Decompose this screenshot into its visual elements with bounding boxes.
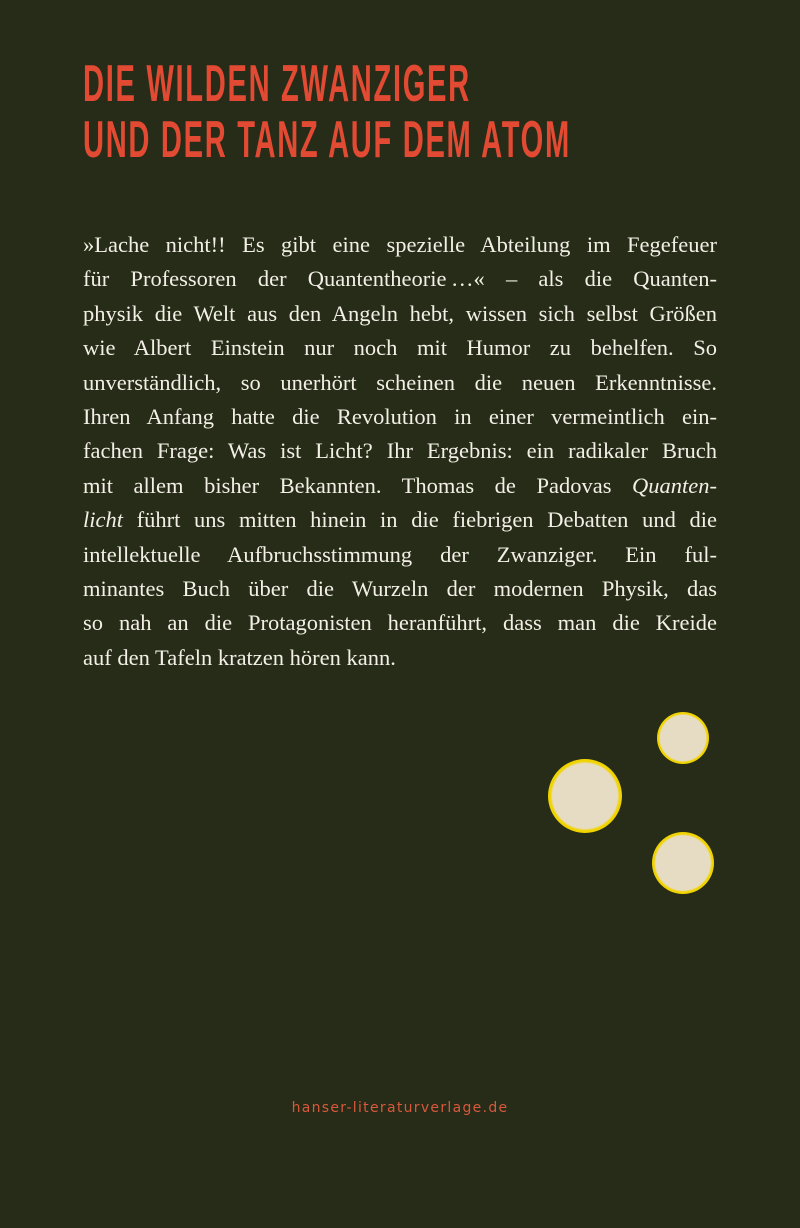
book-title-italic: Quanten- [632, 472, 718, 498]
blurb-line: so nah an die Protagonisten heranführt, dass man die Kreide [83, 610, 717, 636]
blurb-line: Ihren Anfang hatte die Revolution in einer vermeintlich ein- [83, 404, 717, 430]
blurb-line: wie Albert Einstein nur noch mit Humor zu behelfen. So [83, 335, 717, 361]
blurb-line: auf den Tafeln kratzen hören kann. [83, 644, 396, 670]
book-title [83, 56, 571, 168]
blurb-line: physik die Welt aus den Angeln hebt, wissen sich selbst Größen [83, 300, 717, 326]
blurb-line: fachen Frage: Was ist Licht? Ihr Ergebnis: ein radikaler Bruch [83, 438, 717, 464]
blurb-text [83, 228, 717, 675]
blurb-line-text: mit allem bisher Bekannten. Thomas de Padovas [83, 472, 612, 498]
blurb-line-text: führt uns mitten hinein in die fiebrigen Debatten und die [123, 507, 717, 533]
title-line-2: UND DER TANZ AUF DEM ATOM [83, 111, 571, 169]
glowing-particle-icon [657, 712, 709, 764]
blurb-line [83, 503, 717, 537]
blurb-line: intellektuelle Aufbruchsstimmung der Zwanziger. Ein ful- [83, 541, 717, 567]
title-line-1: DIE WILDEN ZWANZIGER [83, 55, 471, 113]
blurb-line: für Professoren der Quantentheorie …« – als die Quanten- [83, 266, 717, 292]
blurb-line: minantes Buch über die Wurzeln der modernen Physik, das [83, 576, 717, 602]
blurb-line: unverständlich, so unerhört scheinen die neuen Erkenntnisse. [83, 369, 717, 395]
book-title-italic: licht [83, 507, 123, 533]
glowing-particle-icon [548, 759, 622, 833]
glowing-particle-icon [652, 832, 714, 894]
blurb-line: »Lache nicht!! Es gibt eine spezielle Abteilung im Fegefeuer [83, 232, 717, 257]
blurb-line [83, 469, 717, 503]
publisher-url[interactable]: hanser-literaturverlage.de [291, 1100, 509, 1116]
